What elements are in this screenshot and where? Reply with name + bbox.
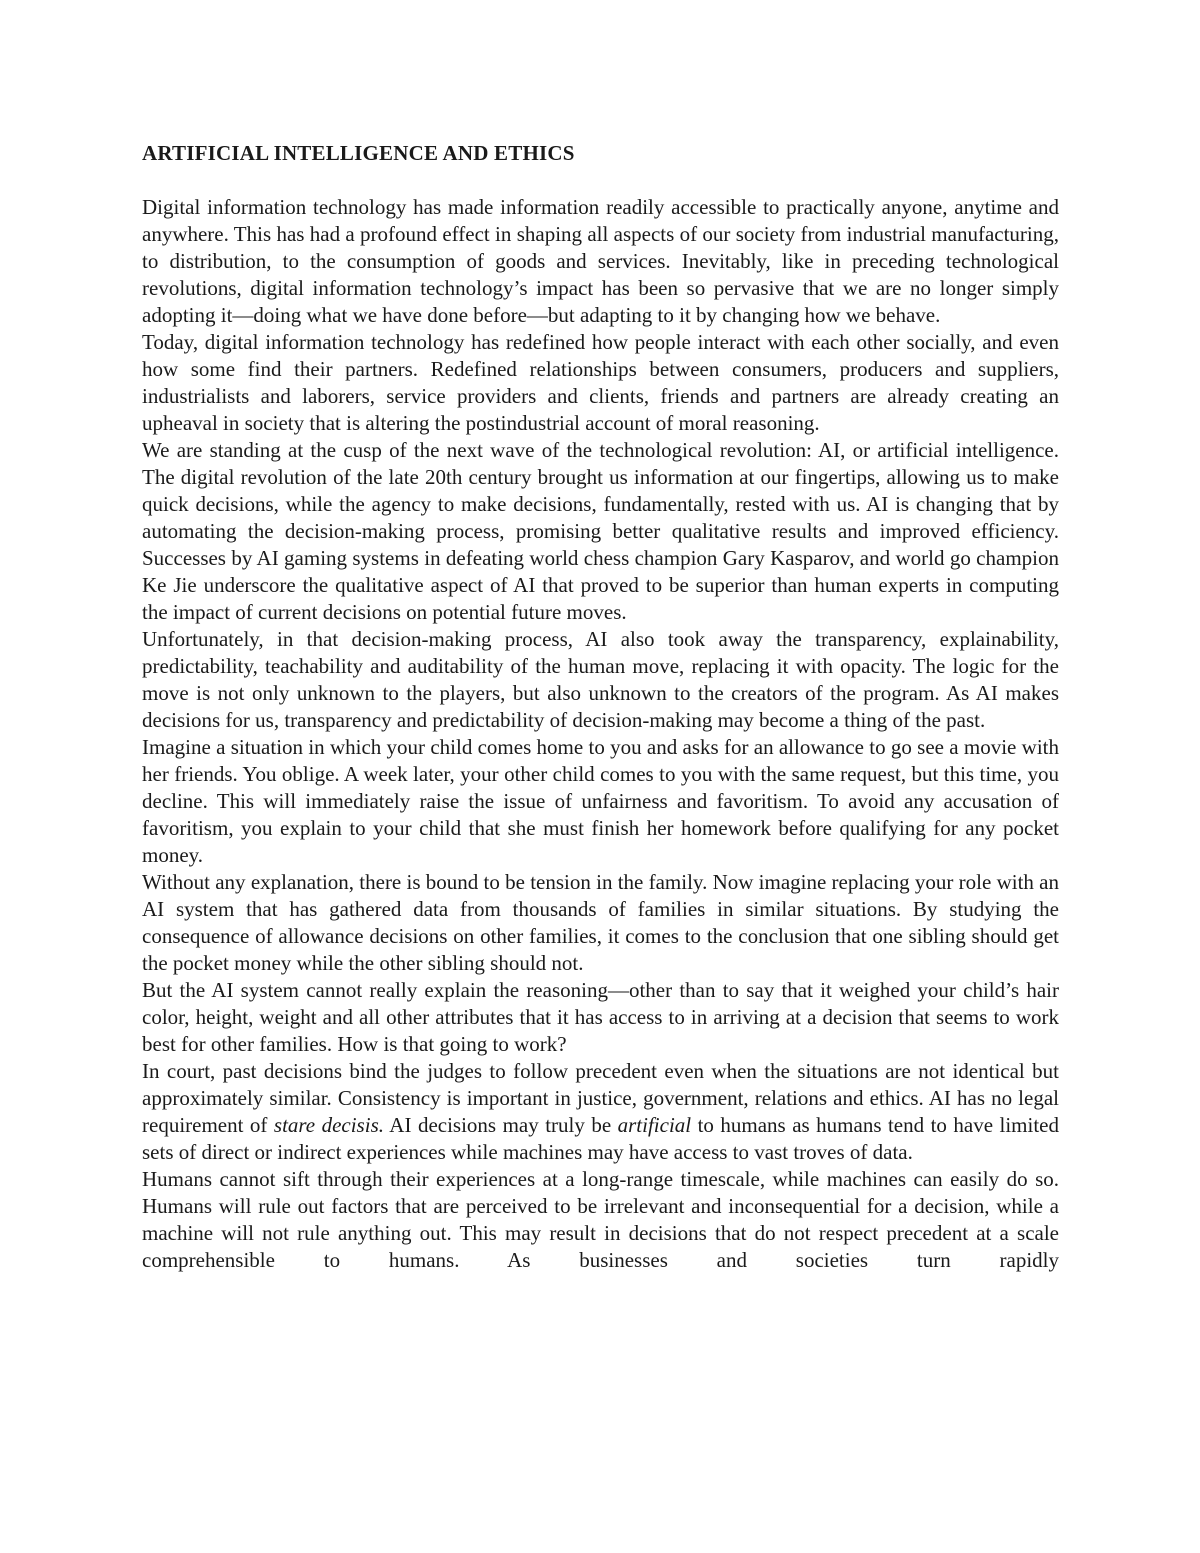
document-title: ARTIFICIAL INTELLIGENCE AND ETHICS [142,141,575,165]
paragraph: Unfortunately, in that decision-making process, AI also took away the transparency, explainability, predictability, teachability and auditability of the human move, replacing it with opacity. The logic for the move is not only unknown to the players, but also unknown to the creators of the program. As AI makes decisions for us, transparency and predictability of decision-making may become a thing of the past. [142,627,1059,732]
paragraph: Imagine a situation in which your child comes home to you and asks for an allowance to go see a movie with her friends. You oblige. A week later, your other child comes to you with the same request, but this time, you decline. This will immediately raise the issue of unfairness and favoritism. To avoid any accusation of favoritism, you explain to your child that she must finish her homework before qualifying for any pocket money. [142,735,1059,867]
court-text-part-2: AI decisions may truly be [384,1113,618,1137]
court-text-part-1: In court, past decisions bind the judges to follow precedent even when the situations are not identical but approximately similar. Consistency is important in justice, government, relations and ethics. AI has no legal requirement of [142,1059,1059,1137]
court-text-part-3: to humans as humans tend to have limited sets of direct or indirect experiences while machines may have access to vast troves of data. [142,1113,1059,1164]
final-paragraph: Humans cannot sift through their experiences at a long-range timescale, while machines can easily do so. Humans will rule out factors that are perceived to be irrelevant and inconsequential for a decision, while a machine will not rule anything out. This may result in decisions that do not respect precedent at a scale comprehensible to humans. As businesses and societies turn rapidly [142,1167,1059,1272]
court-paragraph [142,1058,1059,1166]
stare-decisis-term: stare decisis. [273,1113,384,1137]
paragraph: But the AI system cannot really explain the reasoning—other than to say that it weighed your child’s hair color, height, weight and all other attributes that it has access to in arriving at a decision that seems to work best for other families. How is that going to work? [142,978,1059,1056]
paragraph: Today, digital information technology has redefined how people interact with each other socially, and even how some find their partners. Redefined relationships between consumers, producers and suppliers, industrialists and laborers, service providers and clients, friends and partners are already creating an upheaval in society that is altering the postindustrial account of moral reasoning. [142,330,1059,435]
document-page [142,140,1059,1274]
paragraph: Digital information technology has made information readily accessible to practically anyone, anytime and anywhere. This has had a profound effect in shaping all aspects of our society from industrial manufacturing, to distribution, to the consumption of goods and services. Inevitably, like in preceding technological revolutions, digital information technology’s impact has been so pervasive that we are no longer simply adopting it—doing what we have done before—but adapting to it by changing how we behave. [142,195,1059,327]
artificial-term: artificial [617,1113,692,1137]
paragraph: Without any explanation, there is bound to be tension in the family. Now imagine replacing your role with an AI system that has gathered data from thousands of families in similar situations. By studying the consequence of allowance decisions on other families, it comes to the conclusion that one sibling should get the pocket money while the other sibling should not. [142,870,1059,975]
paragraph: We are standing at the cusp of the next wave of the technological revolution: AI, or artificial intelligence. The digital revolution of the late 20th century brought us information at our fingertips, allowing us to make quick decisions, while the agency to make decisions, fundamentally, rested with us. AI is changing that by automating the decision-making process, promising better qualitative results and improved efficiency. Successes by AI gaming systems in defeating world chess champion Gary Kasparov, and world go champion Ke Jie underscore the qualitative aspect of AI that proved to be superior than human experts in computing the impact of current decisions on potential future moves. [142,438,1059,624]
